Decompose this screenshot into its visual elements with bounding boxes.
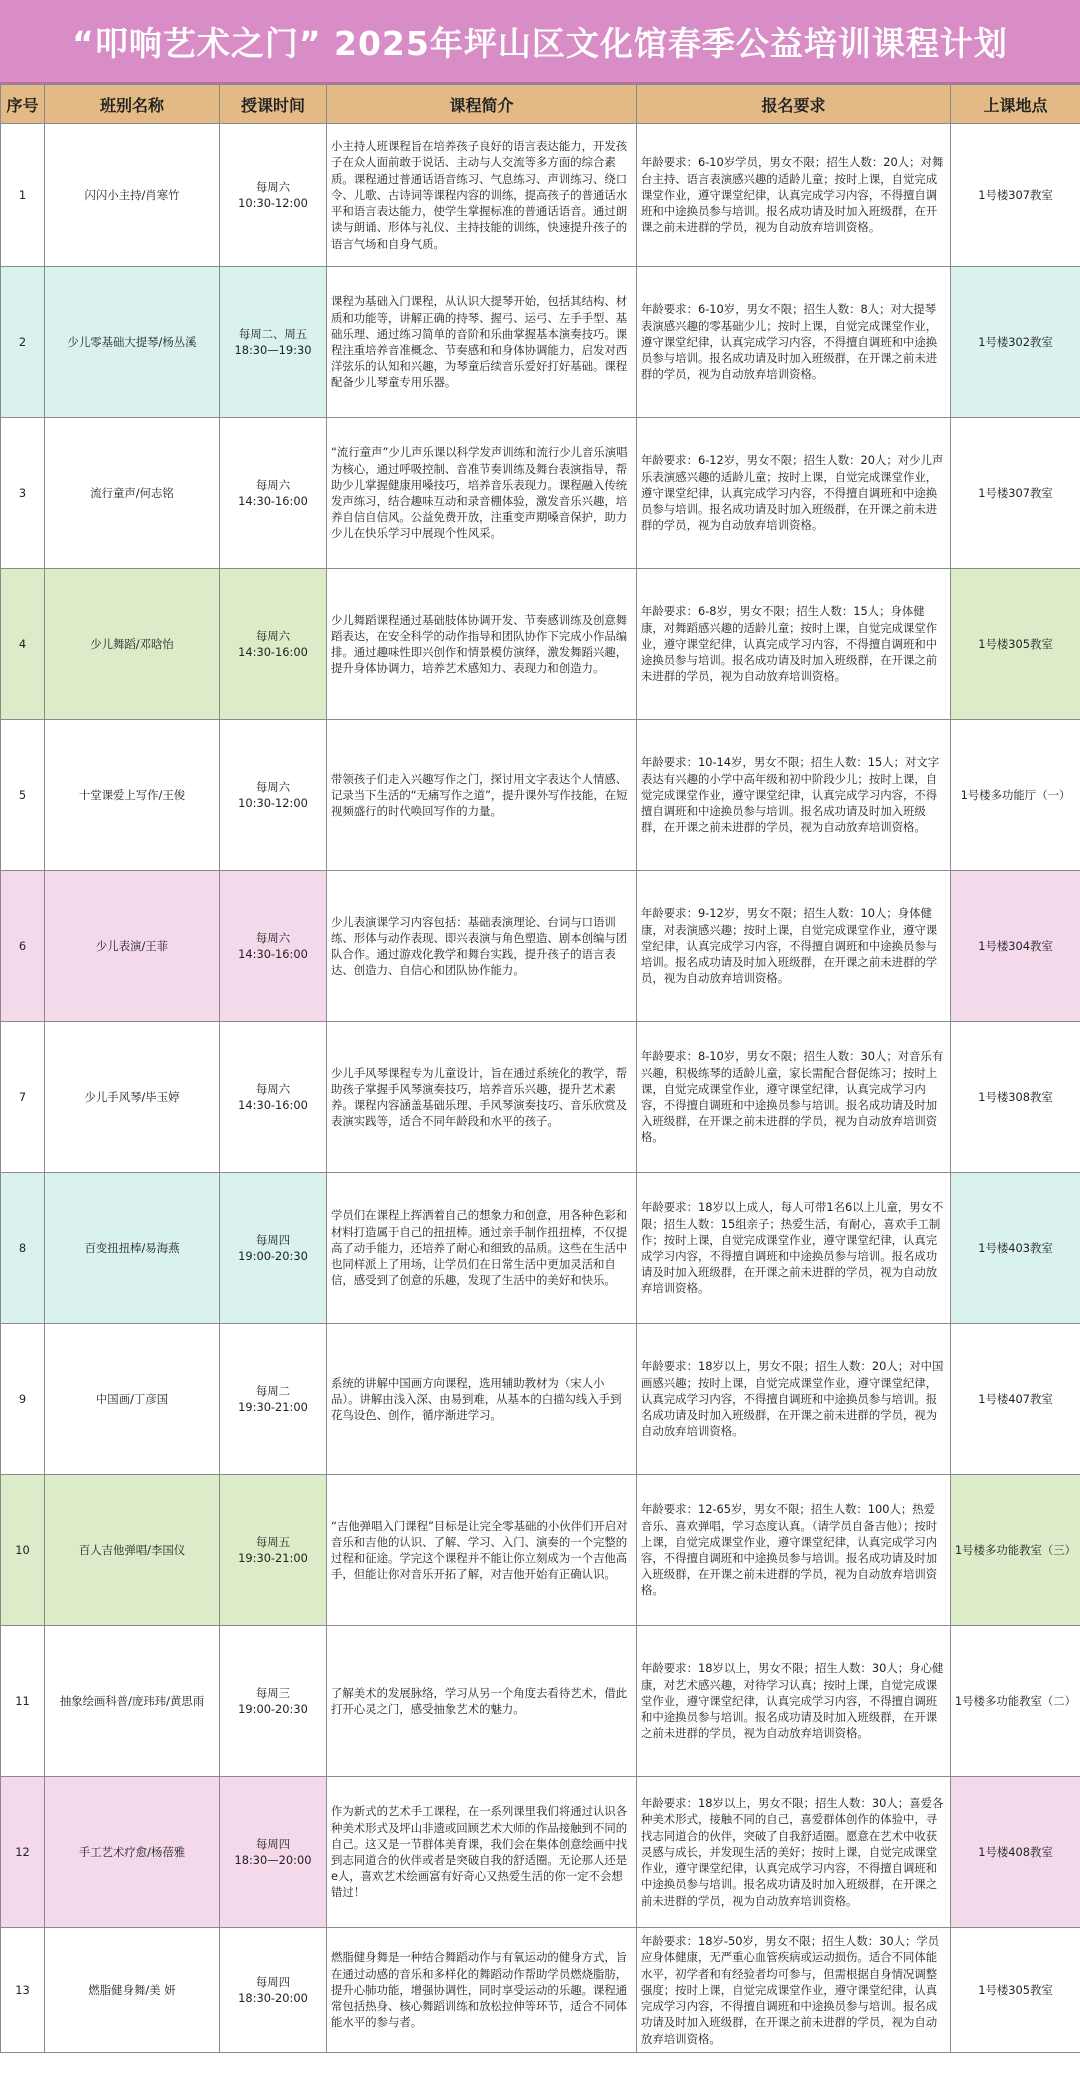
class-time: 10:30-12:00 xyxy=(238,196,308,210)
requirements-cell: 年龄要求：6-8岁，男女不限；招生人数：15人；身体健康，对舞蹈感兴趣的适龄儿童；按时上课，自觉完成课堂作业，遵守课堂纪律，认真完成学习内容，不得擅自调班和中途换员参与培训。报名成功请及时加入班级群，在开课之前未进群的学员，视为自动放弃培训资格。 xyxy=(637,569,951,720)
requirements-cell: 年龄要求：10-14岁，男女不限；招生人数：15人；对文字表达有兴趣的小学中高年级和初中阶段少儿；按时上课，自觉完成课堂作业，遵守课堂纪律，认真完成学习内容，不得擅自调班和中途换员参与培训。报名成功请及时加入班级群，在开课之前未进群的学员，视为自动放弃培训资格。 xyxy=(637,720,951,871)
time-cell xyxy=(220,1928,327,2053)
row-no: 3 xyxy=(1,418,45,569)
row-no: 12 xyxy=(1,1777,45,1928)
requirements-cell: 年龄要求：18岁以上成人，每人可带1名6以上儿童，男女不限；招生人数：15组亲子；热爱生活，有耐心，喜欢手工制作；按时上课，自觉完成课堂作业，遵守课堂纪律，认真完成学习内容，不得擅自调班和中途换员参与培训。报名成功请及时加入班级群，在开课之前未进群的学员，视为自动放弃培训资格。 xyxy=(637,1173,951,1324)
intro-cell: 课程为基础入门课程，从认识大提琴开始，包括其结构、材质和功能等，讲解正确的持琴、握弓、运弓、左手手型、基础乐理、通过练习简单的音阶和乐曲掌握基本演奏技巧。课程注重培养音准概念、节奏感和和身体协调能力，启发对西洋弦乐的认知和兴趣，为琴童后续音乐爱好打好基础。课程配备少儿琴童专用乐器。 xyxy=(327,267,637,418)
intro-cell: 燃脂健身舞是一种结合舞蹈动作与有氧运动的健身方式，旨在通过动感的音乐和多样化的舞蹈动作帮助学员燃烧脂肪，提升心肺功能，增强协调性，同时享受运动的乐趣。课程通常包括热身、核心舞蹈训练和放松拉伸等环节，适合不同体能水平的参与者。 xyxy=(327,1928,637,2053)
header-class-name: 班别名称 xyxy=(45,85,220,124)
class-time: 19:30-21:00 xyxy=(238,1551,308,1565)
class-day: 每周五 xyxy=(255,1535,291,1549)
table-row xyxy=(1,569,1080,720)
row-no: 11 xyxy=(1,1626,45,1777)
class-name-cell: 闪闪小主持/肖寒竹 xyxy=(45,124,220,267)
requirements-cell: 年龄要求：8-10岁，男女不限；招生人数：30人；对音乐有兴趣，积极练琴的适龄儿童，家长需配合督促练习；按时上课，自觉完成课堂作业，遵守课堂纪律，认真完成学习内容，不得擅自调班和中途换员参与培训。报名成功请及时加入班级群，在开课之前未进群的学员，视为自动放弃培训资格。 xyxy=(637,1022,951,1173)
class-name-cell: 十堂课爱上写作/王俊 xyxy=(45,720,220,871)
requirements-cell: 年龄要求：18岁以上，男女不限；招生人数：30人；喜爱各种美术形式，接触不同的自己，喜爱群体创作的体验中，寻找志同道合的伙伴，突破了自我舒适圈。愿意在艺术中收获灵感与成长，并发现生活的美好；按时上课，自觉完成课堂作业，遵守课堂纪律，认真完成学习内容，不得擅自调班和中途换员参与培训。报名成功请及时加入班级群，在开课之前未进群的学员，视为自动放弃培训资格。 xyxy=(637,1777,951,1928)
time-cell xyxy=(220,1022,327,1173)
location-cell: 1号楼403教室 xyxy=(951,1173,1080,1324)
requirements-cell: 年龄要求：6-10岁，男女不限；招生人数：8人；对大提琴表演感兴趣的零基础少儿；按时上课，自觉完成课堂作业，遵守课堂纪律，认真完成学习内容，不得擅自调班和中途换员参与培训。报名成功请及时加入班级群，在开课之前未进群的学员，视为自动放弃培训资格。 xyxy=(637,267,951,418)
intro-cell: 少儿手风琴课程专为儿童设计，旨在通过系统化的教学，帮助孩子掌握手风琴演奏技巧，培养音乐兴趣，提升艺术素养。课程内容涵盖基础乐理、手风琴演奏技巧、音乐欣赏及表演实践等，适合不同年龄段和水平的孩子。 xyxy=(327,1022,637,1173)
course-table xyxy=(0,84,1080,2053)
row-no: 5 xyxy=(1,720,45,871)
intro-cell: 学员们在课程上挥洒着自己的想象力和创意，用各种色彩和材料打造属于自己的扭扭棒。通过亲手制作扭扭棒，不仅提高了动手能力，还培养了耐心和细致的品质。这些在生活中也同样派上了用场，让学员们在日常生活中更加灵活和自信，感受到了创意的乐趣，发现了生活中的美好和快乐。 xyxy=(327,1173,637,1324)
class-name-cell: 少儿舞蹈/邓晗怡 xyxy=(45,569,220,720)
row-no: 9 xyxy=(1,1324,45,1475)
intro-cell: 带领孩子们走入兴趣写作之门，探讨用文字表达个人情感、记录当下生活的“无痛写作之道”，提升课外写作技能，在短视频盛行的时代唤回写作的力量。 xyxy=(327,720,637,871)
location-cell: 1号楼407教室 xyxy=(951,1324,1080,1475)
time-cell xyxy=(220,1626,327,1777)
class-time: 14:30-16:00 xyxy=(238,645,308,659)
time-cell xyxy=(220,871,327,1022)
requirements-cell: 年龄要求：12-65岁，男女不限；招生人数：100人；热爱音乐、喜欢弹唱，学习态度认真。（请学员自备吉他）；按时上课，自觉完成课堂作业，遵守课堂纪律，认真完成学习内容，不得擅自调班和中途换员参与培训。报名成功请及时加入班级群，在开课之前未进群的学员，视为自动放弃培训资格。 xyxy=(637,1475,951,1626)
location-cell: 1号楼多功能教室（二） xyxy=(951,1626,1080,1777)
time-cell xyxy=(220,720,327,871)
intro-cell: 少儿舞蹈课程通过基础肢体协调开发、节奏感训练及创意舞蹈表达，在安全科学的动作指导和团队协作下完成小作品编排。通过趣味性即兴创作和情景模仿演绎，激发舞蹈兴趣，提升身体协调力，培养艺术感知力、表现力和创造力。 xyxy=(327,569,637,720)
location-cell: 1号楼308教室 xyxy=(951,1022,1080,1173)
class-name-cell: 燃脂健身舞/美 妍 xyxy=(45,1928,220,2053)
class-name-cell: 百人吉他弹唱/李国仪 xyxy=(45,1475,220,1626)
table-row xyxy=(1,1626,1080,1777)
class-day: 每周四 xyxy=(255,1975,291,1989)
table-header-row xyxy=(1,85,1080,124)
requirements-cell: 年龄要求：18岁以上，男女不限；招生人数：20人；对中国画感兴趣；按时上课，自觉完成课堂作业，遵守课堂纪律，认真完成学习内容，不得擅自调班和中途换员参与培训。报名成功请及时加入班级群，在开课之前未进群的学员，视为自动放弃培训资格。 xyxy=(637,1324,951,1475)
location-cell: 1号楼305教室 xyxy=(951,1928,1080,2053)
class-day: 每周四 xyxy=(255,1233,291,1247)
intro-cell: “流行童声”少儿声乐课以科学发声训练和流行少儿音乐演唱为核心，通过呼吸控制、音准节奏训练及舞台表演指导，帮助少儿掌握健康用嗓技巧，培养音乐表现力。课程融入传统发声练习，结合趣味互动和录音棚体验，激发音乐兴趣，培养自信自信风。公益免费开放，注重变声期嗓音保护，助力少儿在快乐学习中展现个性风采。 xyxy=(327,418,637,569)
requirements-cell: 年龄要求：18岁以上，男女不限；招生人数：30人；身心健康，对艺术感兴趣，对待学习认真；按时上课，自觉完成课堂作业，遵守课堂纪律，认真完成学习内容，不得擅自调班和中途换员参与培训。报名成功请及时加入班级群，在开课之前未进群的学员，视为自动放弃培训资格。 xyxy=(637,1626,951,1777)
class-time: 14:30-16:00 xyxy=(238,1098,308,1112)
table-row xyxy=(1,418,1080,569)
table-row xyxy=(1,871,1080,1022)
class-time: 10:30-12:00 xyxy=(238,796,308,810)
location-cell: 1号楼302教室 xyxy=(951,267,1080,418)
class-day: 每周三 xyxy=(255,1686,291,1700)
time-cell xyxy=(220,1475,327,1626)
time-cell xyxy=(220,1777,327,1928)
requirements-cell: 年龄要求：9-12岁，男女不限；招生人数：10人；身体健康，对表演感兴趣；按时上课，自觉完成课堂作业，遵守课堂纪律，认真完成学习内容，不得擅自调班和中途换员参与培训。报名成功请及时加入班级群，在开课之前未进群的学员，视为自动放弃培训资格。 xyxy=(637,871,951,1022)
header-requirements: 报名要求 xyxy=(637,85,951,124)
class-name-cell: 少儿表演/王菲 xyxy=(45,871,220,1022)
class-day: 每周二、周五 xyxy=(238,327,308,341)
row-no: 1 xyxy=(1,124,45,267)
intro-cell: 了解美术的发展脉络，学习从另一个角度去看待艺术，借此打开心灵之门，感受抽象艺术的魅力。 xyxy=(327,1626,637,1777)
location-cell: 1号楼307教室 xyxy=(951,124,1080,267)
time-cell xyxy=(220,1324,327,1475)
header-time: 授课时间 xyxy=(220,85,327,124)
intro-cell: “吉他弹唱入门课程”目标是让完全零基础的小伙伴们开启对音乐和吉他的认识、了解、学习、入门、演奏的一个完整的过程和征途。学完这个课程并不能让你立刻成为一个吉他高手，但能让你对音乐开拓了解，对吉他开始有正确认识。 xyxy=(327,1475,637,1626)
location-cell: 1号楼408教室 xyxy=(951,1777,1080,1928)
location-cell: 1号楼305教室 xyxy=(951,569,1080,720)
class-name-cell: 手工艺术疗愈/杨蓓雅 xyxy=(45,1777,220,1928)
class-time: 19:30-21:00 xyxy=(238,1400,308,1414)
header-intro: 课程简介 xyxy=(327,85,637,124)
title-banner xyxy=(0,0,1080,84)
class-day: 每周四 xyxy=(255,1837,291,1851)
class-day: 每周六 xyxy=(255,931,291,945)
table-row xyxy=(1,1324,1080,1475)
class-time: 18:30—20:00 xyxy=(234,1853,312,1867)
page-title: “叩响艺术之门” 2025年坪山区文化馆春季公益培训课程计划 xyxy=(72,23,1008,63)
location-cell: 1号楼304教室 xyxy=(951,871,1080,1022)
header-no: 序号 xyxy=(1,85,45,124)
class-time: 14:30-16:00 xyxy=(238,947,308,961)
table-row xyxy=(1,1173,1080,1324)
class-day: 每周六 xyxy=(255,1082,291,1096)
class-day: 每周二 xyxy=(255,1384,291,1398)
class-name-cell: 抽象绘画科普/庞玮玮/黄思雨 xyxy=(45,1626,220,1777)
location-cell: 1号楼多功能教室（三） xyxy=(951,1475,1080,1626)
class-name-cell: 少儿手风琴/毕玉婷 xyxy=(45,1022,220,1173)
time-cell xyxy=(220,124,327,267)
class-name-cell: 百变扭扭棒/易海燕 xyxy=(45,1173,220,1324)
table-row xyxy=(1,720,1080,871)
class-name-cell: 流行童声/何志铭 xyxy=(45,418,220,569)
table-row xyxy=(1,267,1080,418)
time-cell xyxy=(220,267,327,418)
row-no: 13 xyxy=(1,1928,45,2053)
header-location: 上课地点 xyxy=(951,85,1080,124)
intro-cell: 作为新式的艺术手工课程，在一系列课里我们将通过认识各种美术形式及坪山非遗或回顾艺术大师的作品接触到不同的自己。这又是一节群体美育课，我们会在集体创意绘画中找到志同道合的伙伴或者是突破自我的舒适圈。无论那人还是e人，喜欢艺术绘画富有好奇心又热爱生活的你一定不会想错过！ xyxy=(327,1777,637,1928)
table-row xyxy=(1,1022,1080,1173)
requirements-cell: 年龄要求：6-10岁学员，男女不限；招生人数：20人；对舞台主持、语言表演感兴趣的适龄儿童；按时上课，自觉完成课堂作业，遵守课堂纪律，认真完成学习内容，不得擅自调班和中途换员参与培训。报名成功请及时加入班级群，在开课之前未进群的学员，视为自动放弃培训资格。 xyxy=(637,124,951,267)
class-day: 每周六 xyxy=(255,478,291,492)
intro-cell: 系统的讲解中国画方向课程，选用辅助教材为（宋人小品）。讲解由浅入深、由易到难，从基本的白描勾线入手到花鸟设色、创作，循序渐进学习。 xyxy=(327,1324,637,1475)
class-time: 14:30-16:00 xyxy=(238,494,308,508)
location-cell: 1号楼307教室 xyxy=(951,418,1080,569)
row-no: 10 xyxy=(1,1475,45,1626)
class-day: 每周六 xyxy=(255,629,291,643)
location-cell: 1号楼多功能厅（一） xyxy=(951,720,1080,871)
class-day: 每周六 xyxy=(255,180,291,194)
class-time: 19:00-20:30 xyxy=(238,1702,308,1716)
class-name-cell: 少儿零基础大提琴/杨丛溪 xyxy=(45,267,220,418)
time-cell xyxy=(220,569,327,720)
row-no: 6 xyxy=(1,871,45,1022)
time-cell xyxy=(220,1173,327,1324)
requirements-cell: 年龄要求：18岁-50岁，男女不限；招生人数：30人；学员应身体健康，无严重心血管疾病或运动损伤。适合不同体能水平，初学者和有经验者均可参与，但需根据自身情况调整强度；按时上课，自觉完成课堂作业，遵守课堂纪律，认真完成学习内容，不得擅自调班和中途换员参与培训。报名成功请及时加入班级群，在开课之前未进群的学员，视为自动放弃培训资格。 xyxy=(637,1928,951,2053)
class-time: 18:30-20:00 xyxy=(238,1991,308,2005)
row-no: 8 xyxy=(1,1173,45,1324)
row-no: 7 xyxy=(1,1022,45,1173)
table-row xyxy=(1,1475,1080,1626)
table-row xyxy=(1,124,1080,267)
row-no: 4 xyxy=(1,569,45,720)
table-row xyxy=(1,1928,1080,2053)
class-time: 18:30—19:30 xyxy=(234,343,312,357)
row-no: 2 xyxy=(1,267,45,418)
intro-cell: 少儿表演课学习内容包括：基础表演理论、台词与口语训练、形体与动作表现、即兴表演与角色塑造、剧本创编与团队合作。通过游戏化教学和舞台实践，提升孩子的语言表达、创造力、自信心和团队协作能力。 xyxy=(327,871,637,1022)
class-name-cell: 中国画/丁彦国 xyxy=(45,1324,220,1475)
class-time: 19:00-20:30 xyxy=(238,1249,308,1263)
time-cell xyxy=(220,418,327,569)
table-row xyxy=(1,1777,1080,1928)
class-day: 每周六 xyxy=(255,780,291,794)
requirements-cell: 年龄要求：6-12岁，男女不限；招生人数：20人；对少儿声乐表演感兴趣的适龄儿童；按时上课，自觉完成课堂作业，遵守课堂纪律，认真完成学习内容，不得擅自调班和中途换员参与培训。报名成功请及时加入班级群，在开课之前未进群的学员，视为自动放弃培训资格。 xyxy=(637,418,951,569)
intro-cell: 小主持人班课程旨在培养孩子良好的语言表达能力，开发孩子在众人面前敢于说话、主动与人交流等多方面的综合素质。课程通过普通话语音练习、气息练习、声训练习、绕口令、儿歌、古诗词等课程内容的训练，提高孩子的普通话水平和语言表达能力，使学生掌握标准的普通话语音。通过朗读与朗诵、形体与礼仪、主持技能的训练，快速提升孩子的语言气场和自身气质。 xyxy=(327,124,637,267)
